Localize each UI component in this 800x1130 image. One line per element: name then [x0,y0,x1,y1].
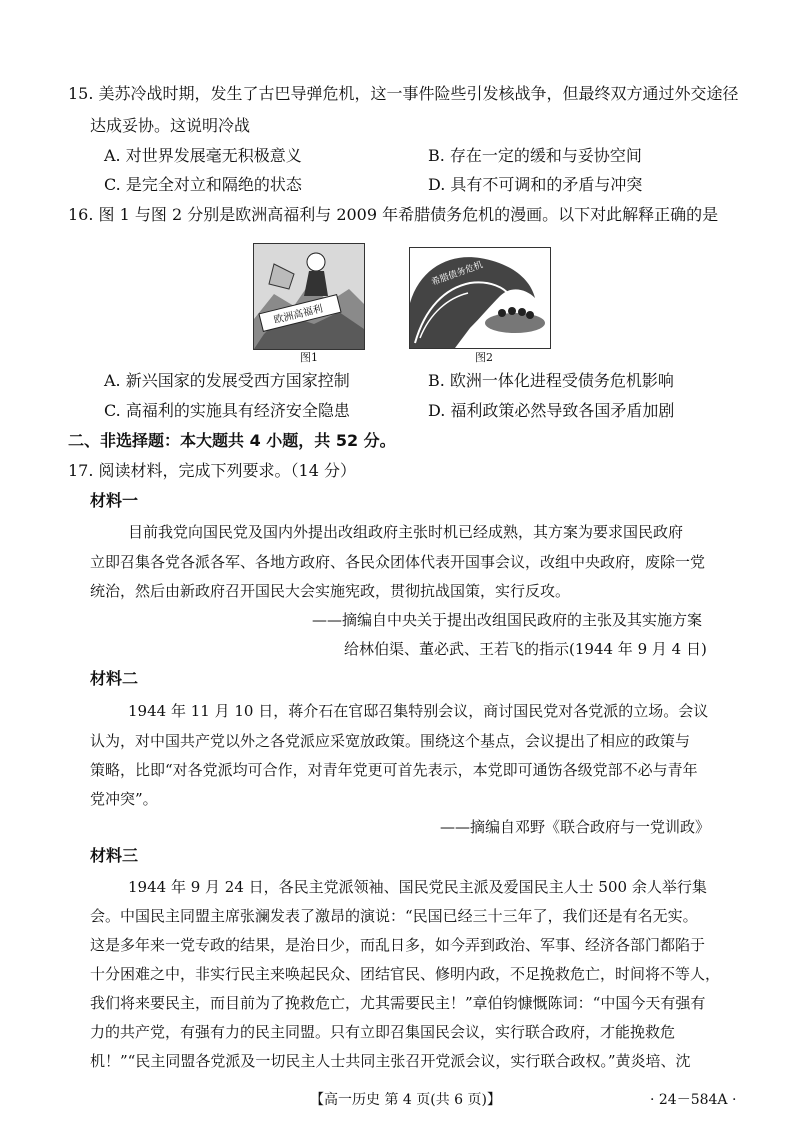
q16-option-b: B. 欧洲一体化进程受债务危机影响 [428,371,674,390]
material2-title: 材料二 [90,669,139,688]
figure2-caption: 图2 [475,351,493,364]
figure1-sign-text: 欧洲高福利 [272,303,325,327]
figure1-cartoon [253,243,365,350]
footer-page-label: 【高一历史 第 4 页(共 6 页)】 [310,1092,501,1108]
material3-line: 十分困难之中，非实行民主来唤起民众、团结官民、修明内政，不足挽救危亡，时间将不等人， [90,965,721,983]
material1-source-line2: 给林伯渠、董必武、王若飞的指示(1944 年 9 月 4 日) [344,640,707,658]
material3-line: 机！”“民主同盟各党派及一切民主人士共同主张召开党派会议，实行联合政权。”黄炎培、沈 [90,1052,691,1070]
q15-option-c: C. 是完全对立和隔绝的状态 [104,175,302,194]
material3-title: 材料三 [90,846,139,865]
q15-option-d: D. 具有不可调和的矛盾与冲突 [428,175,643,194]
figure2-illustration [410,248,550,348]
q15-stem-line2: 达成妥协。这说明冷战 [90,116,251,135]
material1-line: 目前我党向国民党及国内外提出改组政府主张时机已经成熟，其方案为要求国民政府 [128,523,684,541]
material2-line: 1944 年 11 月 10 日，蒋介石在官邸召集特别会议，商讨国民党对各党派的立场。会议 [128,702,709,720]
q15-stem-line1: 15. 美苏冷战时期，发生了古巴导弹危机，这一事件险些引发核战争，但最终双方通过外交途径 [68,84,739,103]
material2-line: 策略，比即“对各党派均可合作，对青年党更可首先表示，本党即可通饬各级党部不必与青年 [90,761,698,779]
q16-stem: 16. 图 1 与图 2 分别是欧洲高福利与 2009 年希腊债务危机的漫画。以下对此解释正确的是 [68,205,719,224]
material1-title: 材料一 [90,491,139,510]
q15-option-b: B. 存在一定的缓和与妥协空间 [428,146,642,165]
material1-line: 统治，然后由新政府召开国民大会实施宪政，贯彻抗战国策，实行反攻。 [90,582,571,600]
footer-code: · 24－584A · [650,1092,737,1108]
q17-stem: 17. 阅读材料，完成下列要求。（14 分） [68,461,356,480]
material2-line: 认为，对中国共产党以外之各党派应采宽放政策。围绕这个基点，会议提出了相应的政策与 [90,732,691,750]
q16-option-c: C. 高福利的实施具有经济安全隐患 [104,401,350,420]
q15-option-a: A. 对世界发展毫无积极意义 [104,146,302,165]
material1-source-line1: ——摘编自中央关于提出改组国民政府的主张及其实施方案 [312,611,703,629]
material2-line: 党冲突”。 [90,790,158,808]
figure2-wave-text: 希腊债务危机 [430,260,485,289]
material1-line: 立即召集各党各派各军、各地方政府、各民众团体代表开国事会议，改组中央政府，废除一党 [90,553,706,571]
section2-heading: 二、非选择题：本大题共 4 小题，共 52 分。 [68,431,396,450]
material3-line: 1944 年 9 月 24 日，各民主党派领袖、国民党民主派及爱国民主人士 500 余人举行集 [128,878,707,896]
figure1-illustration [254,244,364,349]
material3-line: 力的共产党，有强有力的民主同盟。只有立即召集国民会议，实行联合政府，才能挽救危 [90,1023,676,1041]
material3-line: 我们将来要民主，而目前为了挽救危亡，尤其需要民主！”章伯钧慷慨陈词：“中国今天有强有 [90,994,706,1012]
q16-option-d: D. 福利政策必然导致各国矛盾加剧 [428,401,675,420]
q16-option-a: A. 新兴国家的发展受西方国家控制 [104,371,350,390]
material3-line: 这是多年来一党专政的结果，是治日少，而乱日多，如今弄到政治、军事、经济各部门都陷于 [90,936,706,954]
material3-line: 会。中国民主同盟主席张澜发表了激昂的演说：“民国已经三十三年了，我们还是有名无实。 [90,907,698,925]
figure2-cartoon [409,247,551,349]
figure1-caption: 图1 [300,351,318,364]
material2-source: ——摘编自邓野《联合政府与一党训政》 [440,818,711,836]
